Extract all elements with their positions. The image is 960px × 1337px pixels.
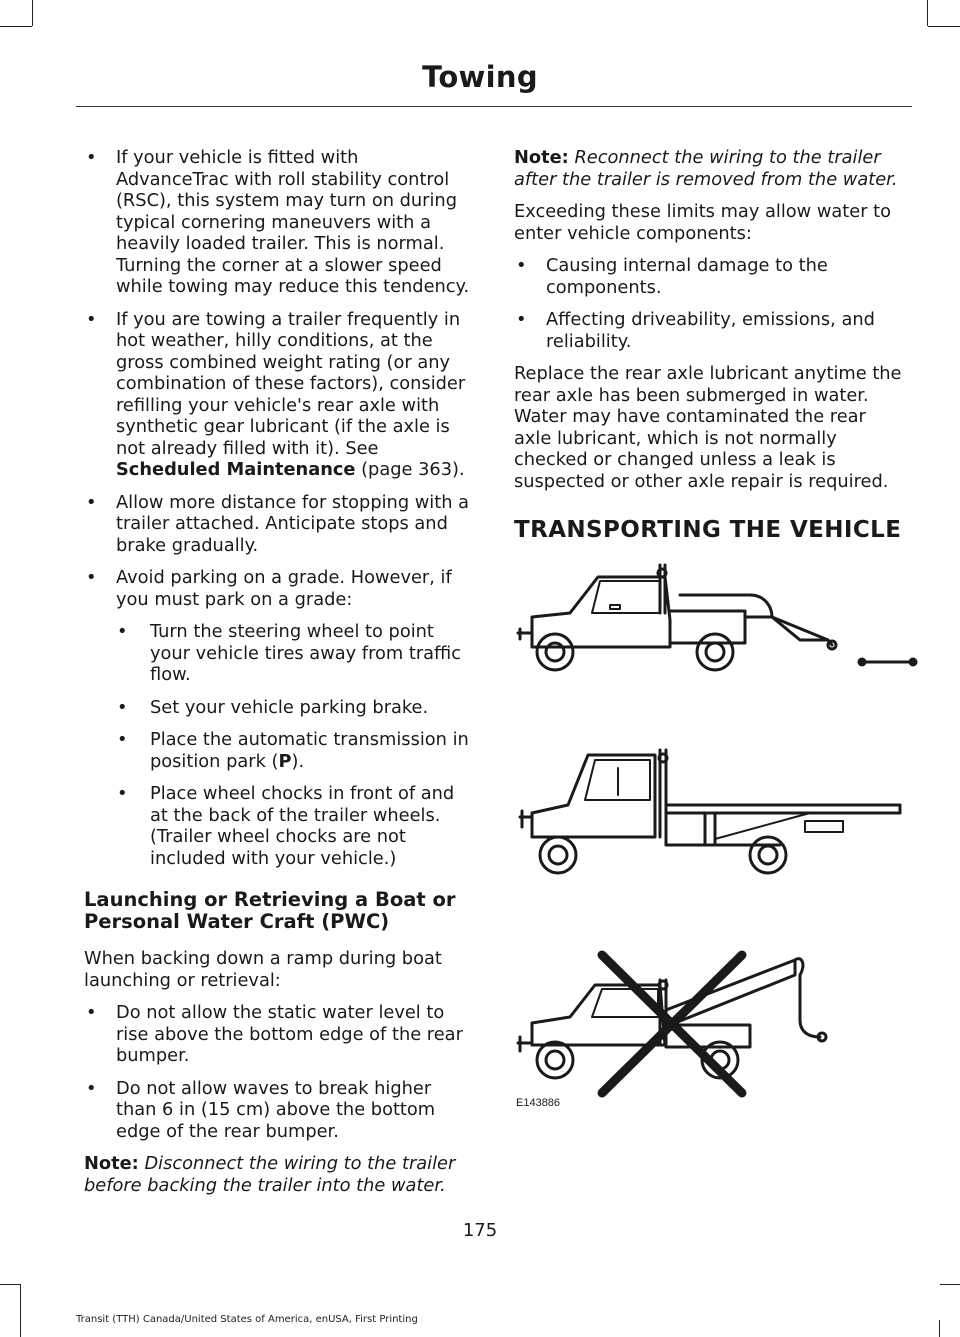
- list-item: [84, 567, 476, 610]
- bullet-glyph: •: [86, 308, 97, 330]
- page-number: 175: [462, 1220, 498, 1241]
- list-item: [84, 1002, 476, 1067]
- section-heading: Launching or Retrieving a Boat or Personal Water Craft (PWC): [84, 888, 456, 933]
- sub-list-item: [117, 783, 476, 869]
- list-item-text: Do not allow waves to break higher than 6 in (15 cm) above the bottom edge of the rear bumper.: [116, 1077, 436, 1142]
- note-label: Note:: [84, 1153, 139, 1174]
- gear-letter: P: [278, 750, 292, 772]
- section-heading: TRANSPORTING THE VEHICLE: [514, 517, 902, 543]
- bullet-glyph: •: [117, 729, 128, 750]
- note-text: Reconnect the wiring to the trailer after the trailer is removed from the water.: [514, 147, 898, 190]
- crop-mark: [0, 1284, 20, 1285]
- list-item-text: If your vehicle is fitted with AdvanceTrac with roll stability control (RSC), this system may turn on during typical cornering maneuvers with a heavily loaded trailer. This is normal. Turning the corner at a slower speed while towing may reduce this tendency.: [116, 147, 470, 297]
- cross-reference-link[interactable]: Scheduled Maintenance: [116, 459, 356, 480]
- list-item-text: Affecting driveability, emissions, and reliability.: [546, 309, 875, 352]
- note: [514, 147, 908, 190]
- sub-list-item: [117, 729, 476, 772]
- sub-list-item: [117, 621, 476, 686]
- wheel-lift-tow-truck: [518, 565, 916, 670]
- paragraph: When backing down a ramp during boat launching or retrieval:: [84, 948, 442, 991]
- note-label: Note:: [514, 147, 569, 168]
- list-item-text: Do not allow the static water level to rise above the bottom edge of the rear bumper.: [116, 1002, 463, 1066]
- list-item: [84, 147, 476, 298]
- note-text: Disconnect the wiring to the trailer before backing the trailer into the water.: [84, 1153, 456, 1196]
- list-item-text: Turn the steering wheel to point your vehicle tires away from traffic flow.: [150, 621, 461, 685]
- paragraph: Replace the rear axle lubricant anytime the rear axle has been submerged in water. Water may have contaminated the rear axle lubricant, which is not normally checked or changed unless a leak is suspected or other axle repair is required.: [514, 363, 902, 492]
- list-item-text: Set your vehicle parking brake.: [150, 696, 429, 718]
- crop-mark: [928, 26, 960, 27]
- crop-mark: [32, 0, 33, 26]
- hook-and-chain-tow-truck: [518, 955, 826, 1093]
- list-item: [514, 255, 908, 298]
- list-item: [84, 1078, 476, 1143]
- list-item-text: If you are towing a trailer frequently in hot weather, hilly conditions, at the gross combined weight rating (or any combination of these factors), consider refilling your vehicle's rear axle with synthetic gear lubricant (if the axle is not already filled with it). See: [116, 308, 466, 459]
- list-item-text: Causing internal damage to the components.: [546, 255, 828, 298]
- bullet-glyph: •: [117, 696, 128, 718]
- list-item-text: Place wheel chocks in front of and at the back of the trailer wheels. (Trailer wheel chocks are not included with your vehicle.): [150, 783, 455, 869]
- towing-illustration: [510, 555, 920, 1115]
- list-item-text: Allow more distance for stopping with a trailer attached. Anticipate stops and brake gradually.: [116, 491, 470, 556]
- bullet-glyph: •: [86, 567, 97, 588]
- cross-reference-page: (page 363).: [355, 459, 465, 480]
- footer-text: Transit (TTH) Canada/United States of America, enUSA, First Printing: [76, 1314, 418, 1325]
- note: [84, 1153, 476, 1196]
- left-column: [84, 147, 476, 1207]
- sub-list-item: [117, 697, 476, 719]
- bullet-glyph: •: [86, 491, 97, 513]
- bullet-glyph: •: [117, 783, 128, 804]
- crop-mark: [940, 1284, 960, 1285]
- list-item-text: ).: [291, 750, 305, 772]
- crop-mark: [939, 1320, 940, 1337]
- bullet-glyph: •: [516, 255, 527, 276]
- crop-mark: [20, 1284, 21, 1337]
- list-item-text: Avoid parking on a grade. However, if you must park on a grade:: [116, 567, 452, 610]
- bullet-glyph: •: [86, 1077, 97, 1099]
- figure-id: E143886: [516, 1097, 561, 1109]
- crop-mark: [927, 0, 928, 26]
- list-item: [514, 309, 908, 352]
- bullet-glyph: •: [86, 1002, 97, 1023]
- flatbed-tow-truck: [520, 750, 900, 873]
- list-item-text: Place the automatic transmission in position park (: [150, 729, 469, 772]
- paragraph: Exceeding these limits may allow water to enter vehicle components:: [514, 201, 892, 244]
- bullet-glyph: •: [117, 621, 128, 642]
- list-item: [84, 492, 476, 557]
- list-item: [84, 309, 476, 481]
- right-column: [514, 147, 908, 542]
- header-rule: [76, 106, 912, 107]
- bullet-glyph: •: [516, 309, 527, 330]
- bullet-glyph: •: [86, 147, 97, 168]
- page-title: Towing: [422, 60, 538, 94]
- crop-mark: [0, 26, 32, 27]
